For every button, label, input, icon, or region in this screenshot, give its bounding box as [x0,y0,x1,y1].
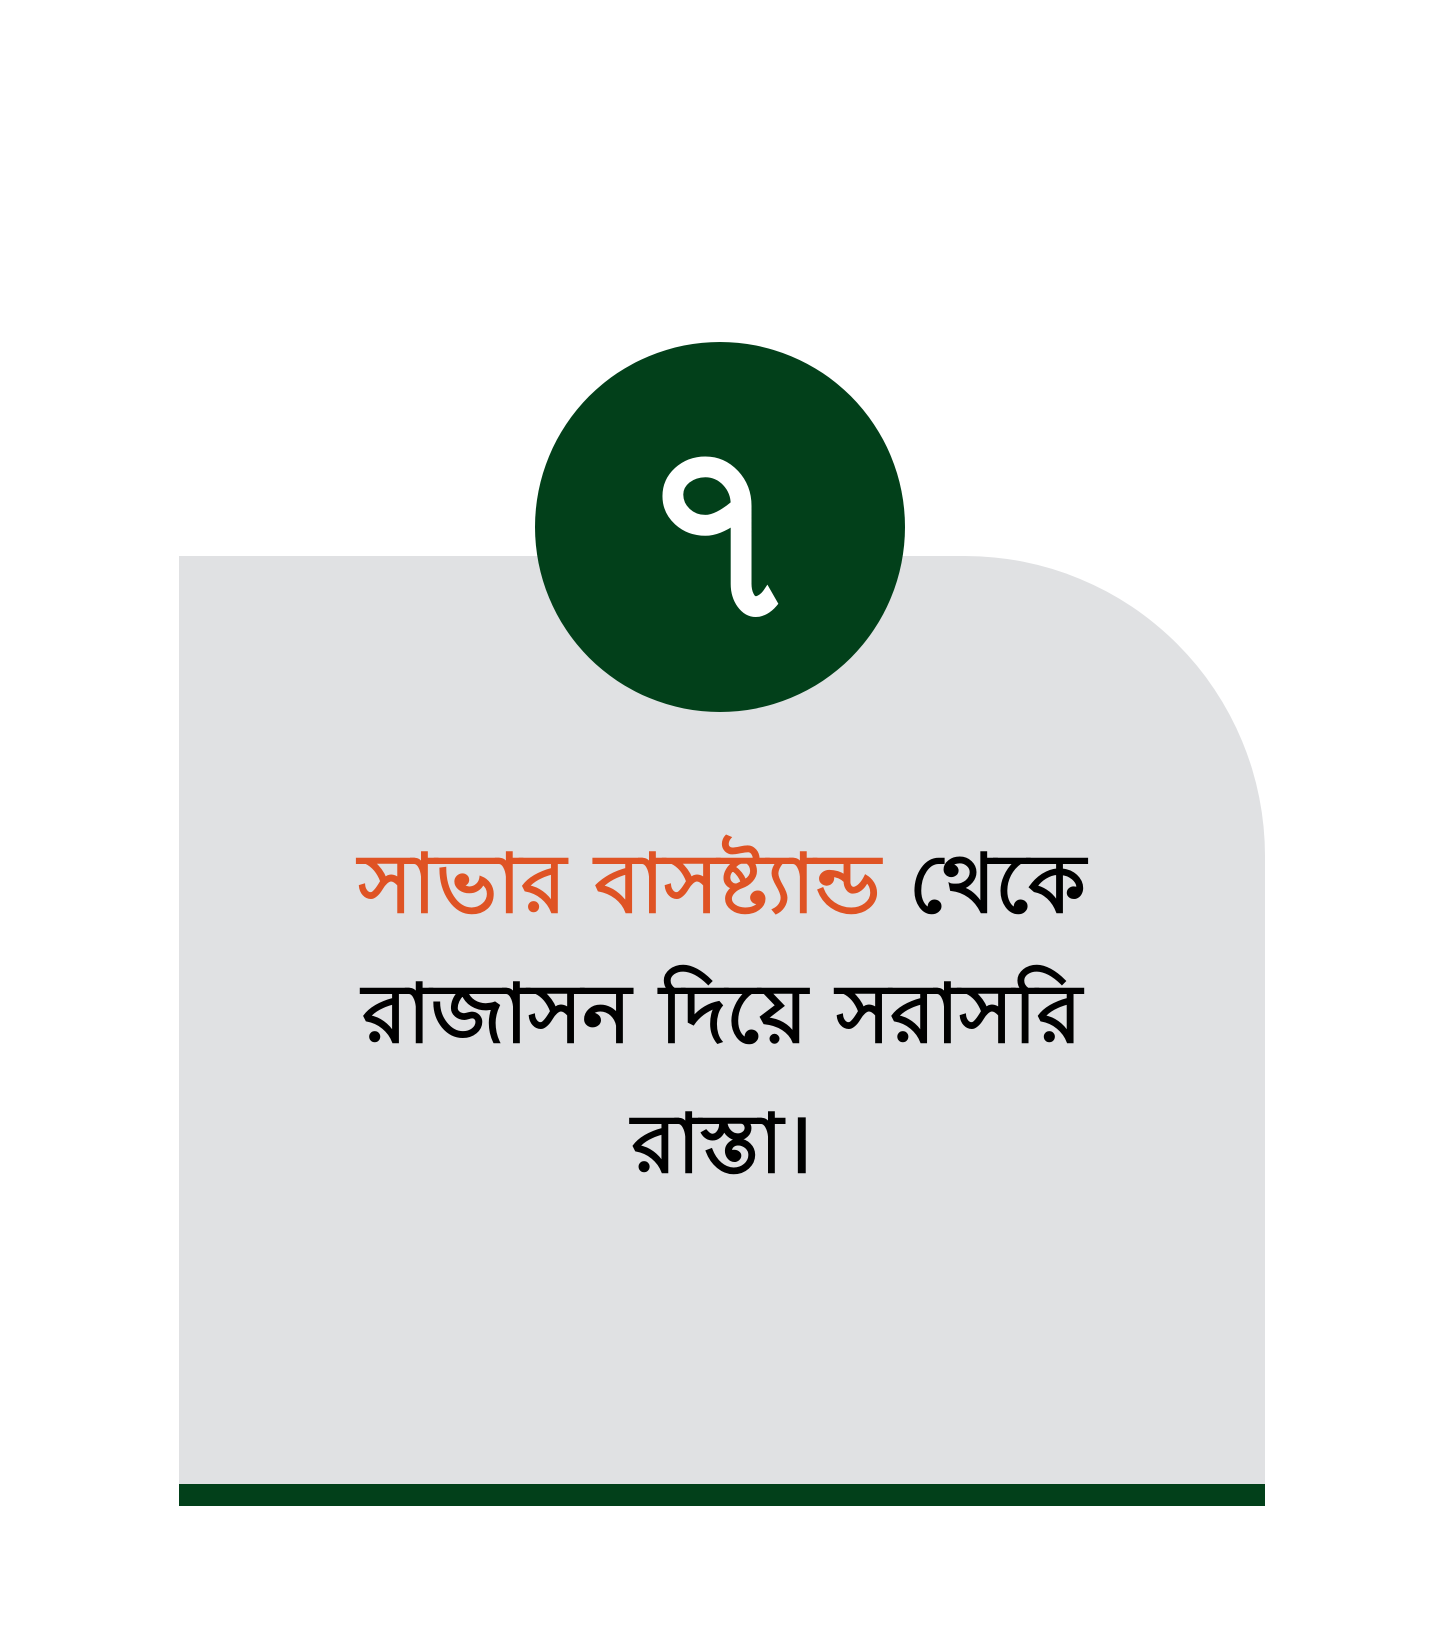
statement-line-1-rest: থেকে [880,837,1086,932]
route-statement [179,820,1265,1210]
statement-line-3: রাস্তা। [631,1097,813,1192]
step-number-badge [535,342,905,712]
statement-line-2: রাজাসন দিয়ে সরাসরি [362,967,1082,1062]
statement-line-1 [179,820,1265,950]
step-number: ৭ [638,386,802,677]
card-bottom-bar [179,1484,1265,1506]
place-highlight: সাভার বাসষ্ট্যান্ড [358,837,881,932]
